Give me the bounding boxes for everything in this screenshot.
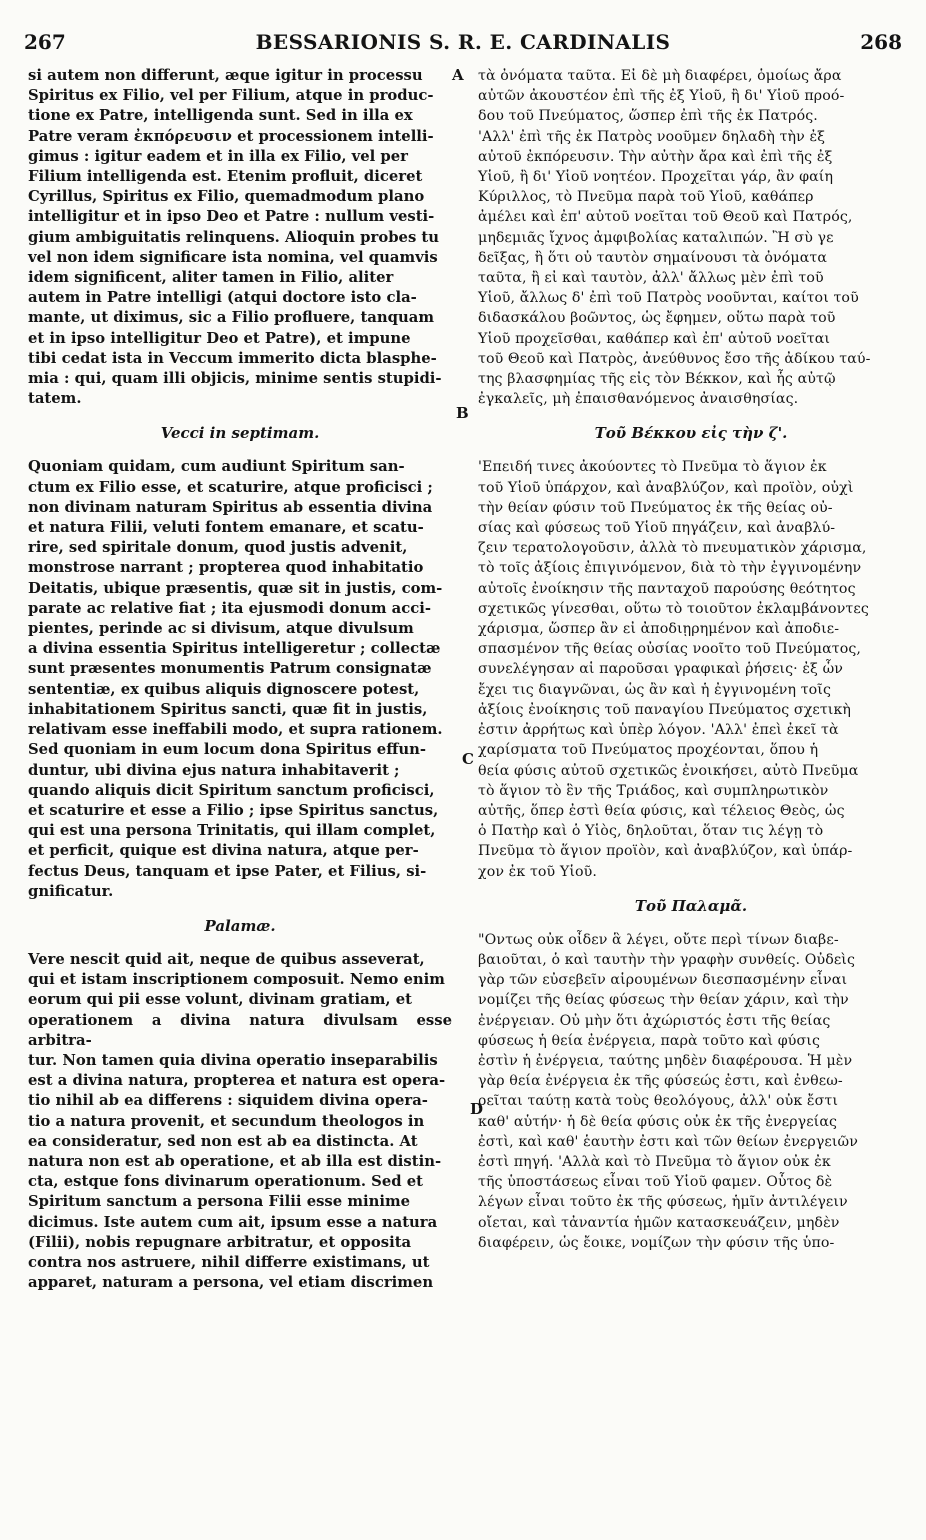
margin-marker-a: A [452,66,464,84]
latin-column [28,66,452,1293]
latin-section-heading-palamae: Palamæ. [204,916,276,935]
latin-paragraph-3: Vere nescit quid ait, neque de quibus asseverat, qui et istam inscriptionem composuit. Nemo enim eorum qui pii esse volunt, divinam gratiam, et operationem a divina natura divulsam esse arbitra- tur. Non tamen quia divina operatio inseparabilis est a divina natura, propterea et natura est opera- tio nihil ab ea differens : siquidem divina opera- tio a natura provenit, et secundum theologos in ea consideratur, sed non est ab ea distincta. At natura non est ab operatione, et ab illa est distin- cta, estque fons divinarum operationum. Sed et Spiritum sanctum a persona Filii esse minime dicimus. Iste autem cum ait, ipsum esse a natura (Filii), nobis repugnare arbitratur, et opposita contra nos astruere, nihil differre existimans, ut apparet, naturam a persona, vel etiam discrimen [28,950,452,1292]
running-title: BESSARIONIS S. R. E. CARDINALIS [255,30,671,54]
greek-column [478,66,904,1253]
page-header [24,30,902,64]
margin-marker-d: D [470,1100,484,1118]
latin-paragraph-1: si autem non differunt, æque igitur in processu Spiritus ex Filio, vel per Filium, atque in produc- tione ex Patre, intelligenda sunt. Sed in illa ex Patre veram ἐκπόρευσιν et processionem intelli- gimus : igitur eadem et in illa ex Filio, vel per Filium intelligenda est. Etenim profluit, diceret Cyrillus, Spiritus ex Filio, quemadmodum plano intelligitur et in ipso Deo et Patre : nullum vesti- gium ambiguitatis relinquens. Alioquin probes tu vel non idem significare ista nomina, vel quamvis idem significent, aliter tamen in Filio, aliter autem in Patre intelligi (atqui doctore isto cla- mante, ut diximus, sic a Filio profluere, tanquam et in ipso intelligitur Deo et Patre), et impune tibi cedat ista in Veccum immerito dicta blasphe- mia : qui, quam illi objicis, minime sentis stupidi- tatem. [28,67,442,408]
latin-section-heading-vecci: Vecci in septimam. [160,424,320,443]
latin-paragraph-2: Quoniam quidam, cum audiunt Spiritum san- ctum ex Filio esse, et scaturire, atque proficisci ; non divinam naturam Spiritus ab essentia divina et natura Filii, veluti fontem emanare, et scatu- rire, sed spiritale donum, quod justis advenit, monstrose narrant ; propterea quod inhabitatio Deitatis, ubique præsentis, quæ sit in justis, com- parate ac relative fiat ; ita ejusmodi donum acci- pientes, perinde ac si divisum, atque divulsum a divina essentia Spiritus intelligeretur ; collectæ sunt præsentes monumentis Patrum consignatæ sententiæ, ex quibus aliquis dignoscere potest, inhabitationem Spiritus sancti, quæ fit in justis, relativam esse ineffabili modo, et supra rationem. Sed quoniam in eum locum dona Spiritus effun- duntur, ubi divina ejus natura inhabitaverit ; quando aliquis dicit Spiritum sanctum proficisci, et scaturire et esse a Filio ; ipse Spiritus sanctus, qui est una persona Trinitatis, qui illam complet, et perficit, quique est divina natura, atque per- fectus Deus, tanquam et ipse Pater, et Filius, si- gnificatur. [28,458,443,900]
page-number-left: 267 [24,30,66,54]
margin-marker-b: B [456,404,469,422]
greek-paragraph-1: τὰ ὀνόματα ταῦτα. Εἰ δὲ μὴ διαφέρει, ὁμοίως ἄρα αὐτῶν ἀκουστέον ἐπὶ τῆς ἐξ Υἱοῦ, ἢ δι' Υἱοῦ προό- δου τοῦ Πνεύματος, ὥσπερ ἐπὶ τῆς ἐκ Πατρός. 'Αλλ' ἐπὶ τῆς ἐκ Πατρὸς νοοῦμεν δηλαδὴ τὴν ἐξ αὐτοῦ ἐκπόρευσιν. Τὴν αὐτὴν ἄρα καὶ ἐπὶ τῆς ἐξ Υἱοῦ, ἢ δι' Υἱοῦ νοητέον. Προχεῖται γάρ, ἂν φαίη Κύριλλος, τὸ Πνεῦμα παρὰ τοῦ Υἱοῦ, καθάπερ ἀμέλει καὶ ἐπ' αὐτοῦ νοεῖται τοῦ Θεοῦ καὶ Πατρός, μηδεμιᾶς ἴχνος ἀμφιβολίας καταλιπών. Ἢ σὺ γε δεῖξας, ἢ ὅτι οὐ ταυτὸν σημαίνουσι τὰ ὀνόματα ταῦτα, ἢ εἰ καὶ ταυτὸν, ἀλλ' ἄλλως μὲν ἐπὶ τοῦ Υἱοῦ, ἄλλως δ' ἐπὶ τοῦ Πατρὸς νοοῦνται, καίτοι τοῦ διδασκάλου βοῶντος, ὡς ἔφημεν, οὕτω παρὰ τοῦ Υἱοῦ προχεῖσθαι, καθάπερ καὶ ἐπ' αὐτοῦ νοεῖται τοῦ Θεοῦ καὶ Πατρὸς, ἀνεύθυνος ἔσο τῆς ἀδίκου ταύ- της βλασφημίας τῆς εἰς τὸν Βέκκον, καὶ ἧς αὐτῷ ἐγκαλεῖς, μὴ ἐπαισθανόμενος ἀναισθησίας. [478,68,871,408]
greek-section-heading-palama: Τοῦ Παλαμᾶ. [634,896,748,915]
greek-paragraph-3: "Οντως οὐκ οἶδεν ἃ λέγει, οὔτε περὶ τίνων διαβε- βαιοῦται, ὁ καὶ ταυτὴν τὴν γραφὴν συνθείς. Οὐδεὶς γὰρ τῶν εὐσεβεῖν αἱρουμένων διεσπασμένην εἶναι νομίζει τῆς θείας φύσεως τὴν θείαν χάριν, καὶ τὴν ἐνέργειαν. Οὐ μὴν ὅτι ἀχώριστός ἐστι τῆς θείας φύσεως ἡ θεία ἐνέργεια, παρὰ τοῦτο καὶ φύσις ἐστὶν ἡ ἐνέργεια, ταύτης μηδὲν διαφέρουσα. Ἡ μὲν γὰρ θεία ἐνέργεια ἐκ τῆς φύσεώς ἐστι, καὶ ἐνθεω- ρεῖται ταύτῃ κατὰ τοὺς θεολόγους, ἀλλ' οὐκ ἔστι καθ' αὑτήν· ἡ δὲ θεία φύσις οὐκ ἐκ τῆς ἐνεργείας ἐστὶ, καὶ καθ' ἑαυτὴν ἐστι καὶ τῶν θείων ἐνεργειῶν ἐστὶ πηγή. 'Αλλὰ καὶ τὸ Πνεῦμα τὸ ἅγιον οὐκ ἐκ τῆς ὑποστάσεως εἶναι τοῦ Υἱοῦ φαμεν. Οὗτος δὲ λέγων εἶναι τοῦτο ἐκ τῆς φύσεως, ἡμῖν ἀντιλέγειν οἴεται, καὶ τἀναντία ἡμῶν κατασκευάζειν, μηδὲν διαφέρειν, ὡς ἔοικε, νομίζων τὴν φύσιν τῆς ὑπο- [478,931,858,1251]
page-number-right: 268 [860,30,902,54]
greek-section-heading-bekkou: Τοῦ Βέκκου εἰς τὴν ζ'. [594,424,788,443]
margin-marker-c: C [462,750,474,768]
greek-paragraph-2: 'Επειδή τινες ἀκούοντες τὸ Πνεῦμα τὸ ἅγιον ἐκ τοῦ Υἱοῦ ὑπάρχον, καὶ ἀναβλύζον, καὶ προϊὸν, οὐχὶ τὴν θείαν φύσιν τοῦ Πνεύματος ἐκ τῆς θείας οὐ- σίας καὶ φύσεως τοῦ Υἱοῦ πηγάζειν, καὶ ἀναβλύ- ζειν τερατολογοῦσιν, ἀλλὰ τὸ πνευματικὸν χάρισμα, τὸ τοῖς ἀξίοις ἐπιγινόμενον, διὰ τὸ τὴν ἐγγινομένην αὐτοῖς ἐνοίκησιν τῆς πανταχοῦ παρούσης θεότητος σχετικῶς γίνεσθαι, οὕτω τὸ τοιοῦτον ἐκλαμβάνοντες χάρισμα, ὥσπερ ἂν εἰ ἀποδιῃρημένον καὶ ἀποδιε- σπασμένον τῆς θείας οὐσίας νοοῖτο τοῦ Πνεύματος, συνελέγησαν αἱ παροῦσαι γραφικαὶ ῥήσεις· ἐξ ὧν ἔχει τις διαγνῶναι, ὡς ἂν καὶ ἡ ἐγγινομένη τοῖς ἀξίοις ἐνοίκησις τοῦ παναγίου Πνεύματος σχετικὴ ἐστιν ἀρρήτως καὶ ὑπὲρ λόγον. 'Αλλ' ἐπεὶ ἐκεῖ τὰ χαρίσματα τοῦ Πνεύματος προχέονται, ὅπου ἡ θεία φύσις αὐτοῦ σχετικῶς ἐνοικήσει, αὐτὸ Πνεῦμα τὸ ἅγιον τὸ ἓν τῆς Τριάδος, καὶ συμπληρωτικὸν αὐτῆς, ὅπερ ἐστὶ θεία φύσις, καὶ τέλειος Θεὸς, ὡς ὁ Πατὴρ καὶ ὁ Υἱὸς, δηλοῦται, ὅταν τις λέγῃ τὸ Πνεῦμα τὸ ἅγιον προϊὸν, καὶ ἀναβλύζον, καὶ ὑπάρ- χον ἐκ τοῦ Υἱοῦ. [478,459,869,880]
